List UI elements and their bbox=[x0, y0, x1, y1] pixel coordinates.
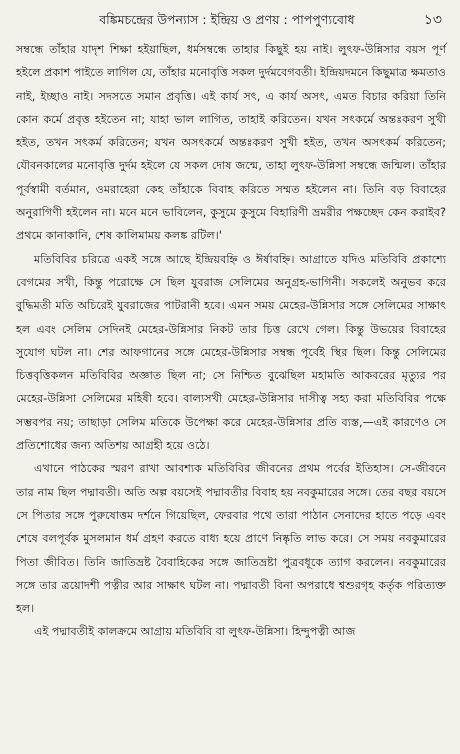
body-text bbox=[16, 38, 446, 644]
paragraph-1: সম্বন্ধে তাঁহার যাদৃশ শিক্ষা হইয়াছিল, ধর্মসম্বন্ধে তাহার কিছুই হয় নাই। লুৎফ-উন্নিসার বয়স পূর্ণ হইলে প্রকাশ পাইতে লাগিল যে, তাঁহার মনোবৃত্তি সকল দুর্দমবেগবতী। ইন্দ্রিয়দমনে কিছুমাত্র ক্ষমতাও নাই, ইচ্ছাও নাই। সদসতে সমান প্রবৃত্তি। এই কার্য সৎ, এ কার্য অসৎ, এমত বিচার করিয়া তিনি কোন কর্মে প্রবৃত্ত হইতেন না; যাহা ভাল লাগিত, তাহাই করিতেন। যখন সৎকর্মে অন্তঃকরণ সুখী হইত, তখন সৎকর্ম করিতেন; যখন অসৎকর্মে অন্তঃকরণ সুখী হইত, তখন অসৎকর্ম করিতেন; যৌবনকালের মনোবৃত্তি দুর্দম হইলে যে সকল দোষ জন্মে, তাহা লুৎফ-উন্নিসা সম্বন্ধে জন্মিল। তাঁহার পূর্বস্বামী বর্তমান, ওমরাহেরা কেহ তাঁহাকে বিবাহ করিতে সম্মত হইলেন না। তিনি বড় বিবাহের অনুরাগিণী হইলেন না। মনে মনে ভাবিলেন, কুসুমে কুসুমে বিহারিণী ভ্রমরীর পক্ষচ্ছেদ কেন করাইব? প্রথমে কানাকানি, শেষ কালিমাময় কলঙ্ক রটিল।' bbox=[16, 43, 446, 243]
paragraph-4: এই পদ্মাবতীই কালক্রমে আগ্রায় মতিবিবি বা লুৎফ-উন্নিসা। হিন্দুপত্নী আজ bbox=[34, 625, 356, 639]
paragraph-2: মতিবিবির চরিত্রে একই সঙ্গে আছে ইন্দ্রিয়বহ্নি ও ঈর্ষাবহ্নি। আগ্রাতে যদিও মতিবিবি প্রকাশ্যে বেগমের সখী, কিন্তু পরোক্ষে সে ছিল যুবরাজ সেলিমের অনুগ্রহ-ভাগিনী। সকলেই অনুভব করে বুদ্ধিমতী মতি অচিরেই যুবরাজের পাটরানী হবে। এমন সময় মেহের-উন্নিসার সঙ্গে সেলিমের সাক্ষাৎ হল এবং সেলিম সেদিনই মেহের-উন্নিসার নিকট তার চিত্ত রেখে গেল। কিন্তু উভয়ের বিবাহের সুযোগ ঘটল না। শের আফগানের সঙ্গে মেহের-উন্নিসার সম্বন্ধ পূর্বেই স্থির ছিল। কিন্তু সেলিমের চিত্তবৃত্তিকলন মতিবিবির অজ্ঞাত ছিল না; সে নিশ্চিত বুঝেছিল মহামতি আকবরের মৃত্যুর পর মেহের-উন্নিসা সেলিমের মহিষী হবে। বাল্যসখী মেহের-উন্নিসার দাসীত্ব সহ্য করা মতিবিবির পক্ষে সম্ভবপর নয়; তাছাড়া সেলিম মতিকে উপেক্ষা করে মেহের-উন্নিসার প্রতি ব্যস্ত,—এই কারণেও সে প্রতিশোধের জন্য অতিশয় আগ্রহী হয়ে ওঠে। bbox=[16, 252, 446, 453]
page-number: ১৩ bbox=[423, 12, 442, 28]
running-head: বঙ্কিমচন্দ্রের উপন্যাস : ইন্দ্রিয় ও প্রণয় : পাপপুণ্যবোধ bbox=[99, 12, 355, 27]
page-header bbox=[16, 8, 446, 38]
paragraph-3: এখানে পাঠকের স্মরণ রাখা আবশ্যক মতিবিবির জীবনের প্রথম পর্বের ইতিহাস। সে-জীবনে তার নাম ছিল পদ্মাবতী। অতি অল্প বয়সেই পদ্মাবতীর বিবাহ হয় নবকুমারের সঙ্গে। তের বছর বয়সে সে পিতার সঙ্গে পুরুষোত্তম দর্শনে গিয়েছিল, ফেরবার পথে তারা পাঠান সেনাদের হাতে পড়ে এবং শেষে বলপূর্বক মুসলমান ধর্ম গ্রহণ করতে বাধ্য হয়ে প্রাণে নিষ্কৃতি লাভ করে। সে সময় নবকুমারের পিতা জীবিত। তিনি জাতিভ্রষ্ট বৈবাহিকের সঙ্গে জাতিভ্রষ্টা পুত্রবধূকে ত্যাগ করলেন। নবকুমারের সঙ্গে তার ত্রয়োদশী পত্নীর আর সাক্ষাৎ ঘটল না। পদ্মাবতী বিনা অপরাধে শ্বশুরগৃহ কর্তৃক পরিত্যক্ত হল। bbox=[16, 462, 446, 616]
